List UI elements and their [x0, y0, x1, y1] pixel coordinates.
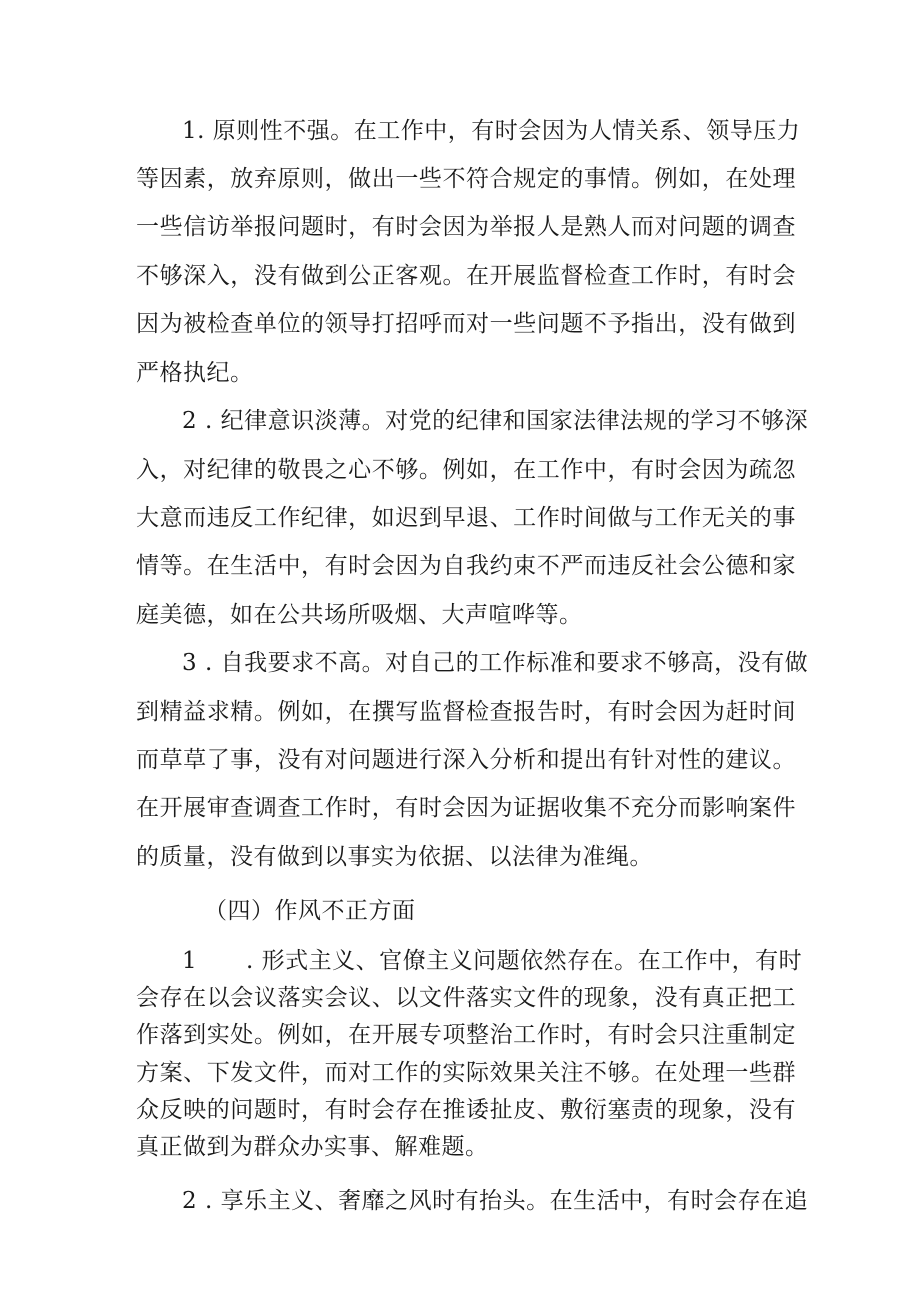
p1-line-2: 等因素，放弃原则，做出一些不符合规定的事情。例如，在处理: [136, 166, 796, 192]
p2-line-1: 2 . 纪律意识淡薄。对党的纪律和国家法律法规的学习不够深: [182, 408, 809, 434]
p3-line-2: 到精益求精。例如，在撰写监督检查报告时，有时会因为赶时间: [136, 699, 796, 725]
p1-line-5: 因为被检查单位的领导打招呼而对一些问题不予指出，没有做到: [136, 311, 796, 337]
p2-line-4: 情等。在生活中，有时会因为自我约束不严而违反社会公德和家: [136, 553, 796, 579]
p2-line-2: 入，对纪律的敬畏之心不够。例如，在工作中，有时会因为疏忽: [136, 457, 796, 483]
p3-line-5: 的质量，没有做到以事实为依据、以法律为准绳。: [136, 844, 653, 870]
p2-line-3: 大意而违反工作纪律，如迟到早退、工作时间做与工作无关的事: [136, 505, 796, 531]
p4-line-1-text: . 形式主义、官僚主义问题依然存在。在工作中，有时: [246, 948, 803, 974]
p4-line-3: 作落到实处。例如，在开展专项整治工作时，有时会只注重制定: [136, 1022, 796, 1048]
p3-line-3: 而草草了事，没有对问题进行深入分析和提出有针对性的建议。: [136, 747, 796, 773]
p4-number: 1: [182, 948, 198, 974]
p1-line-1: 1. 原则性不强。在工作中，有时会因为人情关系、领导压力: [182, 118, 801, 144]
p3-line-1: 3 . 自我要求不高。对自己的工作标准和要求不够高，没有做: [182, 650, 809, 676]
section-heading: （四）作风不正方面: [204, 898, 416, 924]
p4-line-4: 方案、下发文件，而对工作的实际效果关注不够。在处理一些群: [136, 1060, 796, 1086]
p4-line-5: 众反映的问题时，有时会存在推诿扯皮、敷衍塞责的现象，没有: [136, 1097, 796, 1123]
p2-line-5: 庭美德，如在公共场所吸烟、大声喧哗等。: [136, 602, 583, 628]
p1-line-4: 不够深入，没有做到公正客观。在开展监督检查工作时，有时会: [136, 263, 796, 289]
p1-line-6: 严格执纪。: [136, 360, 254, 386]
p1-line-3: 一些信访举报问题时，有时会因为举报人是熟人而对问题的调查: [136, 214, 796, 240]
p3-line-4: 在开展审查调查工作时，有时会因为证据收集不充分而影响案件: [136, 795, 796, 821]
p4-line-2: 会存在以会议落实会议、以文件落实文件的现象，没有真正把工: [136, 985, 796, 1011]
p5-line-1: 2 . 享乐主义、奢靡之风时有抬头。在生活中，有时会存在追: [182, 1188, 809, 1214]
p4-line-6: 真正做到为群众办实事、解难题。: [136, 1134, 489, 1160]
